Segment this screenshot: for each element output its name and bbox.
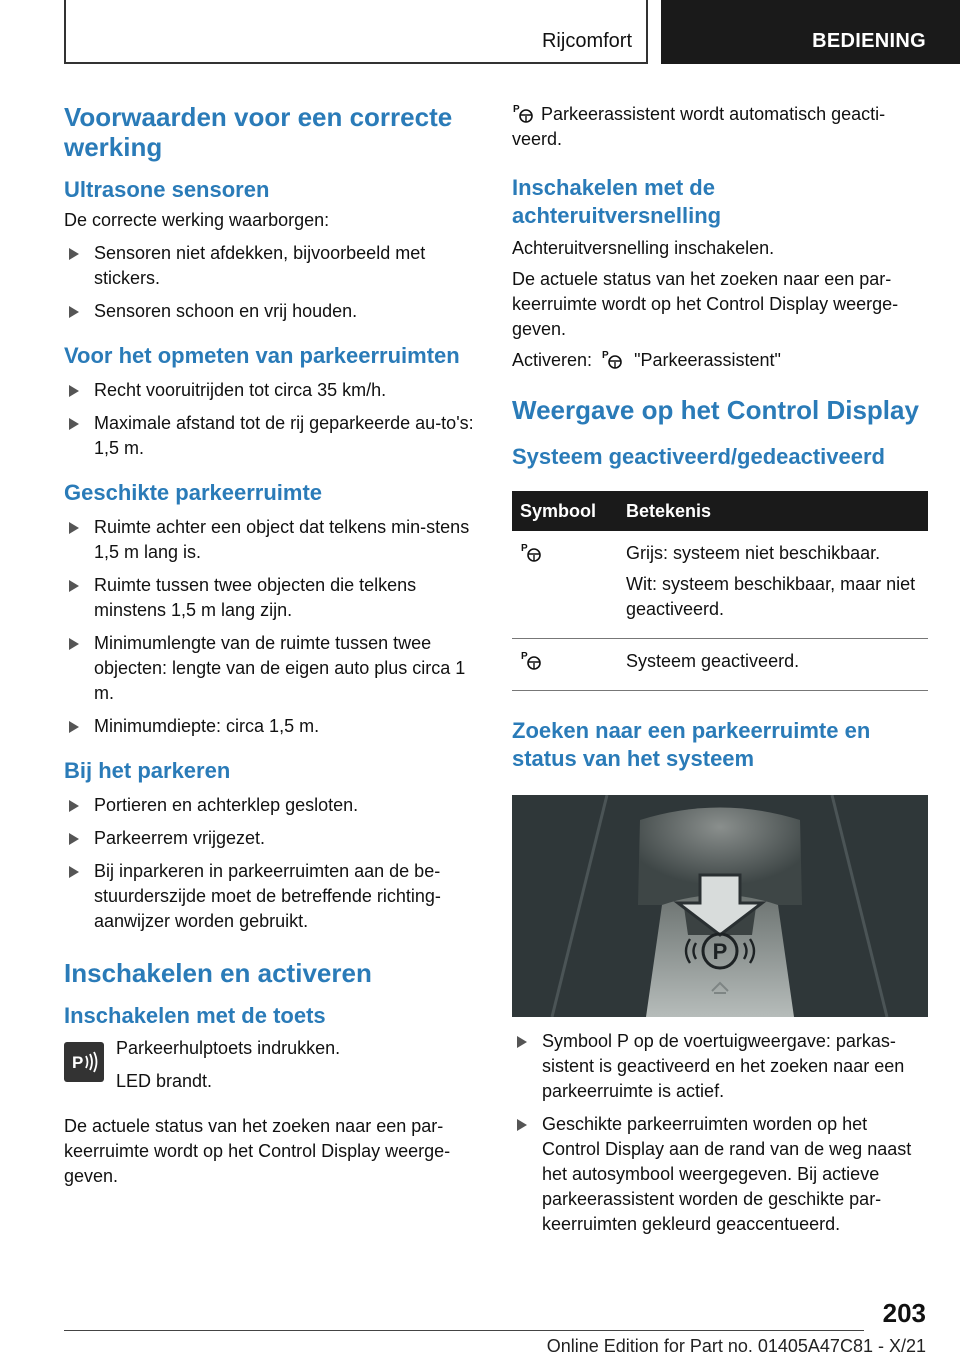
status-paragraph: De actuele status van het zoeken naar een par-keerruimte wordt op het Control Display weerge-geven. bbox=[64, 1116, 451, 1186]
right-column bbox=[512, 102, 928, 1237]
parking-assistant-icon bbox=[601, 348, 625, 370]
col-meaning-header: Betekenis bbox=[618, 491, 928, 531]
list-item: Geschikte parkeerruimten worden op het Control Display aan de rand van de weg naast het autosymbool weergegeven. Bij actieve parkeerassistent worden de geschikte par-keerruimten gekleurd geaccentueerd. bbox=[512, 1112, 928, 1237]
table-row: P Systeem geactiveerd. bbox=[512, 639, 928, 691]
list-item: Portieren en achterklep gesloten. bbox=[64, 793, 480, 818]
heading-switch-activate: Inschakelen en activeren bbox=[64, 958, 372, 988]
bullet-triangle-icon bbox=[69, 721, 79, 733]
control-display-image bbox=[512, 795, 928, 1017]
header-section-title: Rijcomfort bbox=[541, 30, 632, 52]
heading-reverse-gear: Inschakelen met de achteruitversnelling bbox=[512, 175, 722, 228]
list-item: Parkeerrem vrijgezet. bbox=[64, 826, 480, 851]
symbol-table bbox=[512, 491, 928, 691]
activate-line: Activeren: P "Parkeerassistent" bbox=[512, 350, 781, 370]
bullet-triangle-icon bbox=[69, 833, 79, 845]
header-chapter-title: BEDIENING bbox=[812, 30, 926, 52]
heading-control-display: Weergave op het Control Display bbox=[512, 395, 919, 425]
bullet-triangle-icon bbox=[517, 1036, 527, 1048]
heading-ultrasonic: Ultrasone sensoren bbox=[64, 177, 270, 202]
list-item: Bij inparkeren in parkeerruimten aan de be-stuurderszijde moet de betreffende richting-aanwijzer worden gebruikt. bbox=[64, 859, 480, 934]
suitable-list bbox=[64, 515, 480, 739]
list-item: Minimumlengte van de ruimte tussen twee objecten: lengte van de eigen auto plus circa 1 m. bbox=[64, 631, 480, 706]
bullet-triangle-icon bbox=[69, 522, 79, 534]
reverse-p1: Achteruitversnelling inschakelen. bbox=[512, 238, 775, 258]
bullet-triangle-icon bbox=[517, 1119, 527, 1131]
vehicle-parking-graphic bbox=[512, 795, 928, 1017]
measuring-list bbox=[64, 378, 480, 461]
reverse-p2: De actuele status van het zoeken naar een par-keerruimte wordt op het Control Display weerge-geven. bbox=[512, 269, 899, 339]
ultrasonic-intro: De correcte werking waarborgen: bbox=[64, 210, 330, 230]
bullet-triangle-icon bbox=[69, 418, 79, 430]
heading-conditions: Voorwaarden voor een correcte werking bbox=[64, 102, 453, 162]
parking-button-icon bbox=[64, 1042, 104, 1082]
bullet-triangle-icon bbox=[69, 385, 79, 397]
parking-assistant-active-icon bbox=[520, 649, 544, 671]
list-item: Sensoren schoon en vrij houden. bbox=[64, 299, 480, 324]
bullet-triangle-icon bbox=[69, 638, 79, 650]
ultrasonic-list bbox=[64, 241, 480, 324]
search-list bbox=[512, 1029, 928, 1237]
bullet-triangle-icon bbox=[69, 248, 79, 260]
auto-activated-text: P Parkeerassistent wordt automatisch geacti-veerd. bbox=[512, 104, 886, 149]
header-chapter-box bbox=[661, 0, 960, 64]
col-symbol-header: Symbool bbox=[512, 491, 618, 531]
heading-suitable-space: Geschikte parkeerruimte bbox=[64, 480, 323, 505]
svg-text:P: P bbox=[602, 350, 609, 361]
list-item: Ruimte tussen twee objecten die telkens minstens 1,5 m lang zijn. bbox=[64, 573, 480, 623]
parking-assistant-icon bbox=[512, 102, 536, 124]
parking-list bbox=[64, 793, 480, 934]
list-item: Recht vooruitrijden tot circa 35 km/h. bbox=[64, 378, 480, 403]
button-line-2: LED brandt. bbox=[116, 1071, 213, 1091]
list-item: Ruimte achter een object dat telkens min-stens 1,5 m lang is. bbox=[64, 515, 480, 565]
heading-search-status: Zoeken naar een parkeerruimte en status van het systeem bbox=[512, 718, 871, 771]
bullet-triangle-icon bbox=[69, 866, 79, 878]
bullet-triangle-icon bbox=[69, 306, 79, 318]
svg-text:P: P bbox=[72, 1053, 84, 1072]
display-p-symbol: P bbox=[712, 939, 728, 964]
parking-assistant-icon bbox=[520, 541, 544, 563]
list-item: Symbool P op de voertuigweergave: parkas-sistent is geactiveerd en het zoeken naar een parkeerruimte is actief. bbox=[512, 1029, 928, 1104]
header-section-box bbox=[64, 0, 648, 64]
list-item: Minimumdiepte: circa 1,5 m. bbox=[64, 714, 480, 739]
button-instruction bbox=[64, 1036, 480, 1094]
heading-parking: Bij het parkeren bbox=[64, 758, 231, 783]
left-column bbox=[64, 102, 480, 1189]
table-row: P Grijs: systeem niet beschikbaar. Wit: systeem beschikbaar, maar niet geactiveerd. bbox=[512, 531, 928, 639]
svg-text:P: P bbox=[521, 651, 528, 662]
svg-text:P: P bbox=[521, 543, 528, 554]
heading-button: Inschakelen met de toets bbox=[64, 1003, 326, 1028]
footer-edition: Online Edition for Part no. 01405A47C81 - X/21 bbox=[546, 1336, 926, 1356]
bullet-triangle-icon bbox=[69, 580, 79, 592]
list-item: Maximale afstand tot de rij geparkeerde au-to's: 1,5 m. bbox=[64, 411, 480, 461]
heading-system-state: Systeem geactiveerd/gedeactiveerd bbox=[512, 444, 885, 469]
svg-text:P: P bbox=[513, 104, 520, 115]
button-line-1: Parkeerhulptoets indrukken. bbox=[116, 1038, 341, 1058]
page-number: 203 bbox=[882, 1298, 926, 1328]
list-item: Sensoren niet afdekken, bijvoorbeeld met stickers. bbox=[64, 241, 480, 291]
bullet-triangle-icon bbox=[69, 800, 79, 812]
heading-measuring: Voor het opmeten van parkeerruimten bbox=[64, 343, 460, 368]
footer-divider bbox=[64, 1330, 864, 1331]
